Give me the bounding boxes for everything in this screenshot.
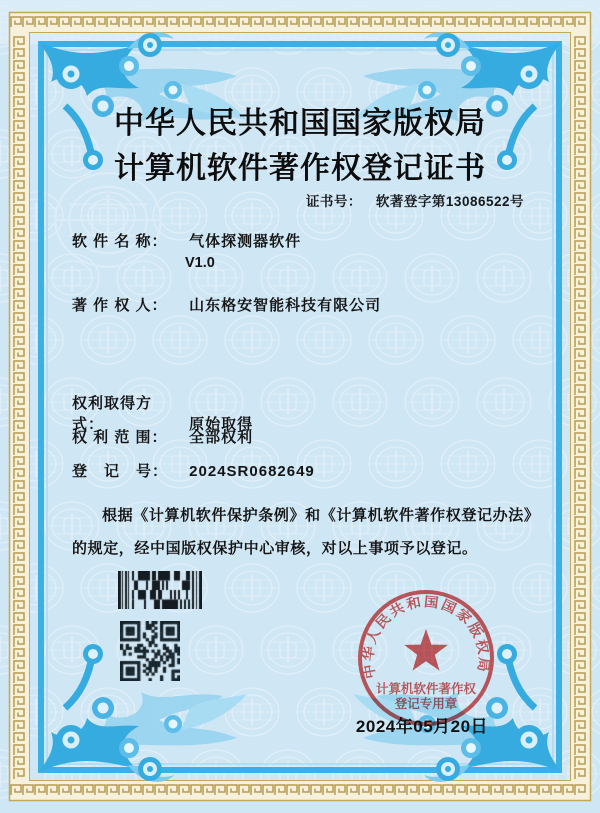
barcode: [118, 571, 202, 609]
registration-number-value: 2024SR0682649: [189, 463, 315, 480]
copyright-owner-label: 著 作 权 人：: [72, 297, 168, 314]
seal-text-line2: 登记专用章: [394, 697, 458, 711]
certificate-number-line: [306, 190, 524, 210]
qr-code: [120, 621, 180, 681]
rights-acquisition-value: 原始取得: [189, 416, 254, 433]
certificate-number-label: 证书号：: [305, 194, 362, 209]
registration-number-label: 登 记 号：: [72, 463, 169, 480]
certificate-type-title: 计算机软件著作权登记证书: [114, 152, 486, 185]
seal-text-line1: 计算机软件著作权: [375, 682, 477, 696]
seal-star-icon: [404, 629, 448, 671]
seal-arc-text: 中华人民共和国国家版权局: [360, 594, 492, 680]
rights-scope-value: 全部权利: [189, 429, 254, 446]
registration-number-row: [72, 460, 542, 481]
rights-acquisition-label: 权利取得方式：: [72, 395, 153, 433]
authority-title: 中华人民共和国国家版权局: [114, 107, 486, 140]
issue-date: 2024年05月20日: [355, 717, 489, 736]
registration-statement: 根据《计算机软件保护条例》和《计算机软件著作权登记办法》的规定，经中国版权保护中心审核，对以上事项予以登记。: [72, 507, 532, 557]
certificate-number-value: 软著登字第13086522号: [375, 194, 524, 209]
software-name-row: [72, 230, 542, 251]
software-name-value: 气体探测器软件: [189, 233, 302, 250]
software-version: V1.0: [185, 255, 215, 271]
software-name-label: 软 件 名 称：: [72, 233, 168, 250]
copyright-owner-value: 山东格安智能科技有限公司: [189, 297, 382, 314]
rights-scope-row: [72, 426, 542, 447]
rights-scope-label: 权 利 范 围：: [72, 429, 168, 446]
copyright-owner-row: [72, 294, 542, 315]
